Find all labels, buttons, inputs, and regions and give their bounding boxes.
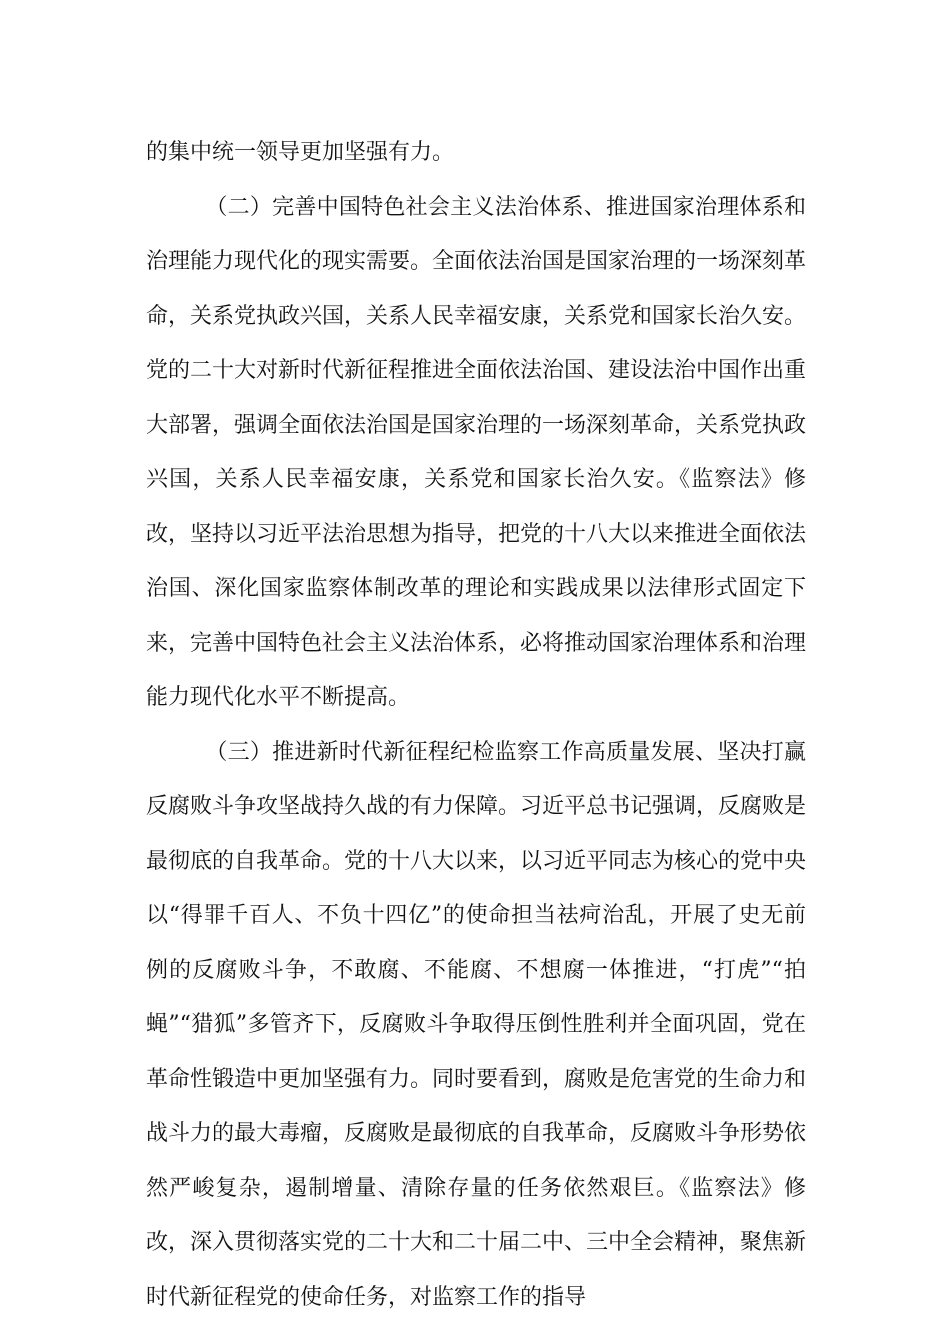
paragraph-section-three: （三）推进新时代新征程纪检监察工作高质量发展、坚决打赢反腐败斗争攻坚战持久战的有力保障。习近平总书记强调，反腐败是最彻底的自我革命。党的十八大以来，以习近平同志为核心的党中央以“得罪千百人、不负十四亿”的使命担当祛疴治乱，开展了史无前例的反腐败斗争，不敢腐、不能腐、不想腐一体推进，“打虎”“拍蝇”“猎狐”多管齐下，反腐败斗争取得压倒性胜利并全面巩固，党在革命性锻造中更加坚强有力。同时要看到，腐败是危害党的生命力和战斗力的最大毒瘤，反腐败是最彻底的自我革命，反腐败斗争形势依然严峻复杂，遏制增量、清除存量的任务依然艰巨。《监察法》修改，深入贯彻落实党的二十大和二十届二中、三中全会精神，聚焦新时代新征程党的使命任务，对监察工作的指导 <box>146 739 807 1310</box>
paragraph-section-two: （二）完善中国特色社会主义法治体系、推进国家治理体系和治理能力现代化的现实需要。全面依法治国是国家治理的一场深刻革命，关系党执政兴国，关系人民幸福安康，关系党和国家长治久安。党的二十大对新时代新征程推进全面依法治国、建设法治中国作出重大部署，强调全面依法治国是国家治理的一场深刻革命，关系党执政兴国，关系人民幸福安康，关系党和国家长治久安。《监察法》修改，坚持以习近平法治思想为指导，把党的十八大以来推进全面依法治国、深化国家监察体制改革的理论和实践成果以法律形式固定下来，完善中国特色社会主义法治体系，必将推动国家治理体系和治理能力现代化水平不断提高。 <box>146 194 807 710</box>
paragraph-continuation: 的集中统一领导更加坚强有力。 <box>146 140 455 165</box>
document-body <box>146 126 806 1325</box>
